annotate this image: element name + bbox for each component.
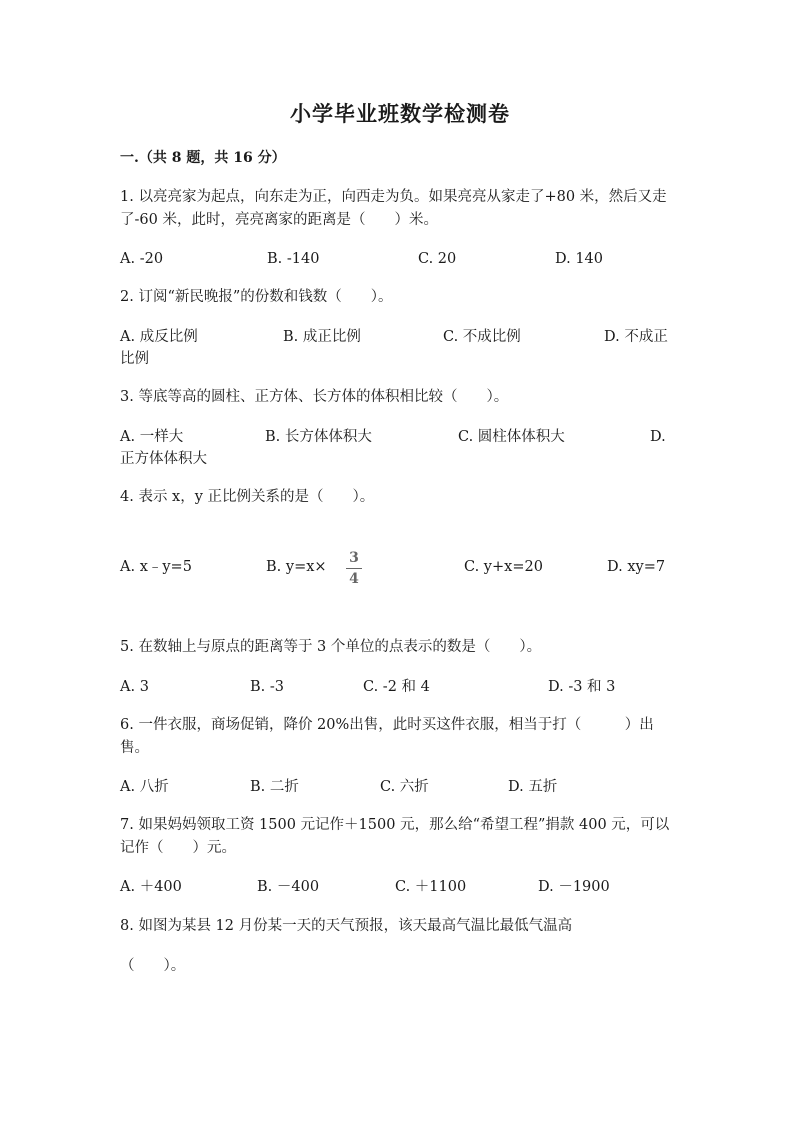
question-2-stem: 2. 订阅“新民晚报”的份数和钱数（ ）。 bbox=[120, 289, 393, 305]
question-5-option-b[interactable]: B. -3 bbox=[250, 679, 284, 695]
section-header: 一.（共 8 题，共 16 分） bbox=[120, 150, 286, 166]
question-5-option-d[interactable]: D. -3 和 3 bbox=[548, 679, 616, 695]
question-7-option-c[interactable]: C. ＋1100 bbox=[395, 879, 467, 895]
question-2-option-c[interactable]: C. 不成比例 bbox=[443, 329, 521, 345]
question-2-option-d[interactable]: D. 不成正比例 bbox=[120, 329, 668, 367]
question-3-option-a[interactable]: A. 一样大 bbox=[120, 429, 184, 445]
question-3-stem: 3. 等底等高的圆柱、正方体、长方体的体积相比较（ ）。 bbox=[120, 389, 509, 405]
question-7-option-b[interactable]: B. －400 bbox=[257, 879, 320, 895]
question-8-stem: 8. 如图为某县 12 月份某一天的天气预报，该天最高气温比最低气温高 bbox=[120, 918, 573, 934]
page-title: 小学毕业班数学检测卷 bbox=[290, 101, 510, 126]
question-7-stem: 7. 如果妈妈领取工资 1500 元记作＋1500 元，那么给“希望工程”捐款 400 元，可以记作（ ）元。 bbox=[120, 817, 670, 856]
question-4-option-b[interactable]: B. y=x× bbox=[266, 559, 327, 575]
question-8-answer-blank: （ ）。 bbox=[120, 958, 186, 974]
question-4-option-a[interactable]: A. x﹣y=5 bbox=[120, 559, 192, 575]
question-1-option-d[interactable]: D. 140 bbox=[555, 251, 604, 267]
question-7-option-d[interactable]: D. －1900 bbox=[538, 879, 610, 895]
question-6-option-a[interactable]: A. 八折 bbox=[120, 779, 169, 795]
question-1-option-b[interactable]: B. -140 bbox=[267, 251, 320, 267]
question-6-option-c[interactable]: C. 六折 bbox=[380, 779, 429, 795]
question-1-option-c[interactable]: C. 20 bbox=[418, 251, 457, 267]
question-1-option-a[interactable]: A. -20 bbox=[120, 251, 164, 267]
question-3-option-d[interactable]: D. 正方体体积大 bbox=[120, 429, 666, 467]
question-4-stem: 4. 表示 x，y 正比例关系的是（ ）。 bbox=[120, 489, 375, 505]
question-3-option-b[interactable]: B. 长方体体积大 bbox=[265, 429, 372, 445]
question-7-option-a[interactable]: A. ＋400 bbox=[120, 879, 182, 895]
question-6-option-b[interactable]: B. 二折 bbox=[250, 779, 299, 795]
question-5-stem: 5. 在数轴上与原点的距离等于 3 个单位的点表示的数是（ ）。 bbox=[120, 639, 542, 655]
question-6-option-d[interactable]: D. 五折 bbox=[508, 779, 558, 795]
question-5-option-c[interactable]: C. -2 和 4 bbox=[363, 679, 430, 695]
question-5-option-a[interactable]: A. 3 bbox=[120, 679, 149, 695]
question-2-option-a[interactable]: A. 成反比例 bbox=[120, 329, 198, 345]
question-4-option-c[interactable]: C. y+x=20 bbox=[464, 559, 543, 575]
fraction-numerator: 3 bbox=[349, 550, 359, 566]
question-4-option-d[interactable]: D. xy=7 bbox=[607, 559, 666, 575]
fraction-three-quarters bbox=[343, 550, 365, 587]
question-1-stem: 1. 以亮亮家为起点，向东走为正，向西走为负。如果亮亮从家走了+80 米，然后又走了-60 米，此时，亮亮离家的距离是（ ）米。 bbox=[120, 189, 667, 228]
fraction-denominator: 4 bbox=[349, 571, 359, 587]
question-2-option-b[interactable]: B. 成正比例 bbox=[283, 329, 361, 345]
question-3-option-c[interactable]: C. 圆柱体体积大 bbox=[458, 429, 565, 445]
question-6-stem: 6. 一件衣服，商场促销，降价 20%出售，此时买这件衣服，相当于打（ ）出售。 bbox=[120, 717, 654, 756]
fraction-bar bbox=[346, 568, 362, 569]
